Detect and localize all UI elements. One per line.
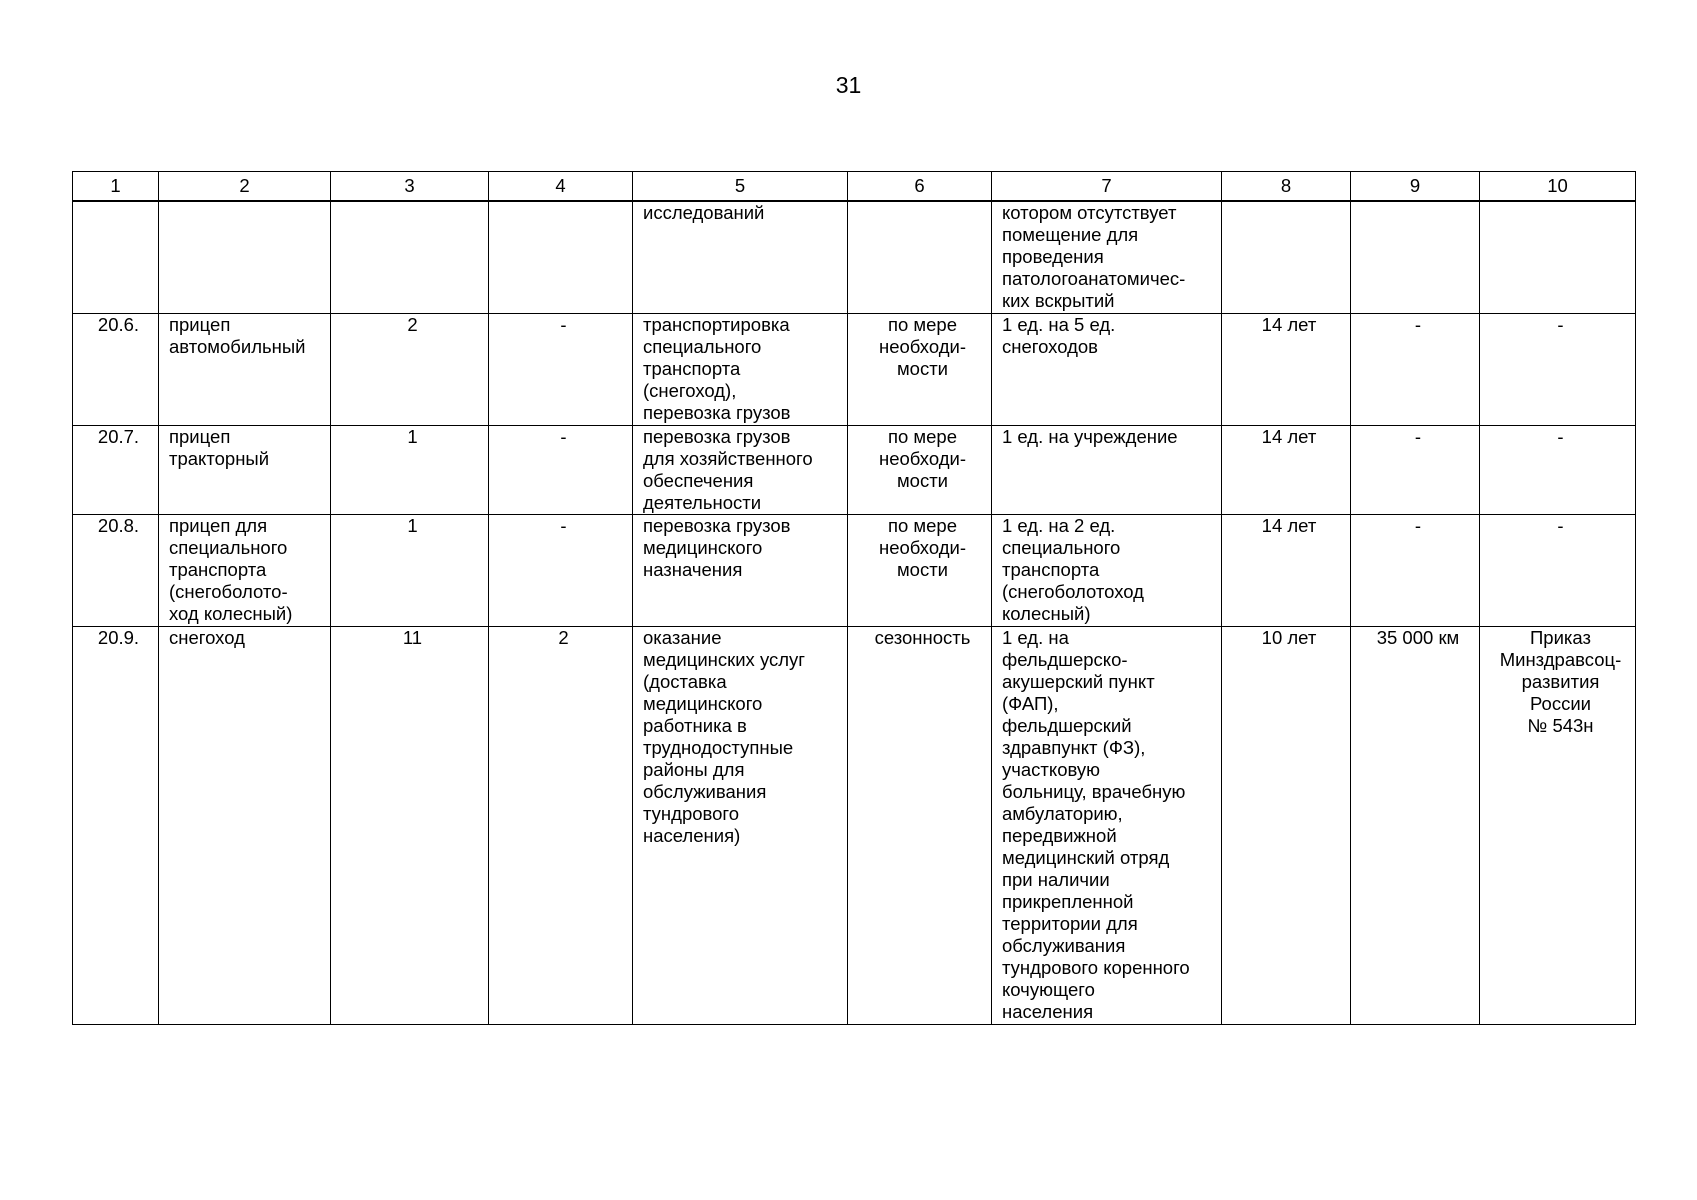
cell-purpose: транспортировка специального транспорта (снегоход), перевозка грузов <box>633 314 848 426</box>
cell-col4: - <box>489 515 633 627</box>
column-header: 8 <box>1222 172 1351 202</box>
cell-basis: - <box>1480 426 1636 515</box>
column-header: 9 <box>1351 172 1480 202</box>
cell-name: прицеп автомобильный <box>159 314 331 426</box>
cell-quantity <box>331 201 489 314</box>
cell-mileage: - <box>1351 515 1480 627</box>
cell-frequency: по мере необходи- мости <box>848 314 992 426</box>
cell-number: 20.7. <box>73 426 159 515</box>
cell-col4 <box>489 201 633 314</box>
cell-number: 20.6. <box>73 314 159 426</box>
column-header: 2 <box>159 172 331 202</box>
cell-name <box>159 201 331 314</box>
table-header-row <box>73 172 1636 202</box>
cell-term: 14 лет <box>1222 515 1351 627</box>
column-header: 5 <box>633 172 848 202</box>
cell-norm: котором отсутствует помещение для проведения патологоанатомичес- ких вскрытий <box>992 201 1222 314</box>
cell-purpose: оказание медицинских услуг (доставка медицинского работника в труднодоступные районы для обслуживания тундрового населения) <box>633 627 848 1025</box>
column-header: 1 <box>73 172 159 202</box>
cell-purpose: перевозка грузов медицинского назначения <box>633 515 848 627</box>
table-row <box>73 515 1636 627</box>
table-row <box>73 314 1636 426</box>
table-row <box>73 201 1636 314</box>
cell-term: 10 лет <box>1222 627 1351 1025</box>
cell-quantity: 1 <box>331 426 489 515</box>
cell-col4: - <box>489 426 633 515</box>
cell-norm: 1 ед. на 2 ед. специального транспорта (снегоболотоход колесный) <box>992 515 1222 627</box>
cell-mileage: 35 000 км <box>1351 627 1480 1025</box>
cell-mileage <box>1351 201 1480 314</box>
table-row <box>73 426 1636 515</box>
cell-frequency: по мере необходи- мости <box>848 515 992 627</box>
cell-quantity: 11 <box>331 627 489 1025</box>
cell-term <box>1222 201 1351 314</box>
cell-term: 14 лет <box>1222 314 1351 426</box>
cell-col4: - <box>489 314 633 426</box>
cell-number <box>73 201 159 314</box>
cell-mileage: - <box>1351 314 1480 426</box>
cell-purpose: перевозка грузов для хозяйственного обеспечения деятельности <box>633 426 848 515</box>
cell-basis: Приказ Минздравсоц- развития России № 543н <box>1480 627 1636 1025</box>
cell-quantity: 2 <box>331 314 489 426</box>
cell-name: прицеп для специального транспорта (снегоболото- ход колесный) <box>159 515 331 627</box>
cell-quantity: 1 <box>331 515 489 627</box>
cell-frequency: сезонность <box>848 627 992 1025</box>
cell-number: 20.9. <box>73 627 159 1025</box>
cell-mileage: - <box>1351 426 1480 515</box>
cell-norm: 1 ед. на 5 ед. снегоходов <box>992 314 1222 426</box>
cell-basis: - <box>1480 314 1636 426</box>
cell-name: прицеп тракторный <box>159 426 331 515</box>
column-header: 3 <box>331 172 489 202</box>
cell-basis <box>1480 201 1636 314</box>
equipment-table <box>72 171 1636 1025</box>
column-header: 4 <box>489 172 633 202</box>
cell-frequency: по мере необходи- мости <box>848 426 992 515</box>
cell-col4: 2 <box>489 627 633 1025</box>
column-header: 6 <box>848 172 992 202</box>
column-header: 7 <box>992 172 1222 202</box>
cell-basis: - <box>1480 515 1636 627</box>
cell-number: 20.8. <box>73 515 159 627</box>
cell-frequency <box>848 201 992 314</box>
cell-norm: 1 ед. на фельдшерско- акушерский пункт (ФАП), фельдшерский здравпункт (ФЗ), участковую больницу, врачебную амбулаторию, передвижной медицинский отряд при наличии прикрепленной территории для обслуживания тундрового коренного кочующего населения <box>992 627 1222 1025</box>
page-number: 31 <box>835 72 862 98</box>
cell-norm: 1 ед. на учреждение <box>992 426 1222 515</box>
table-row <box>73 627 1636 1025</box>
cell-term: 14 лет <box>1222 426 1351 515</box>
cell-purpose: исследований <box>633 201 848 314</box>
column-header: 10 <box>1480 172 1636 202</box>
cell-name: снегоход <box>159 627 331 1025</box>
